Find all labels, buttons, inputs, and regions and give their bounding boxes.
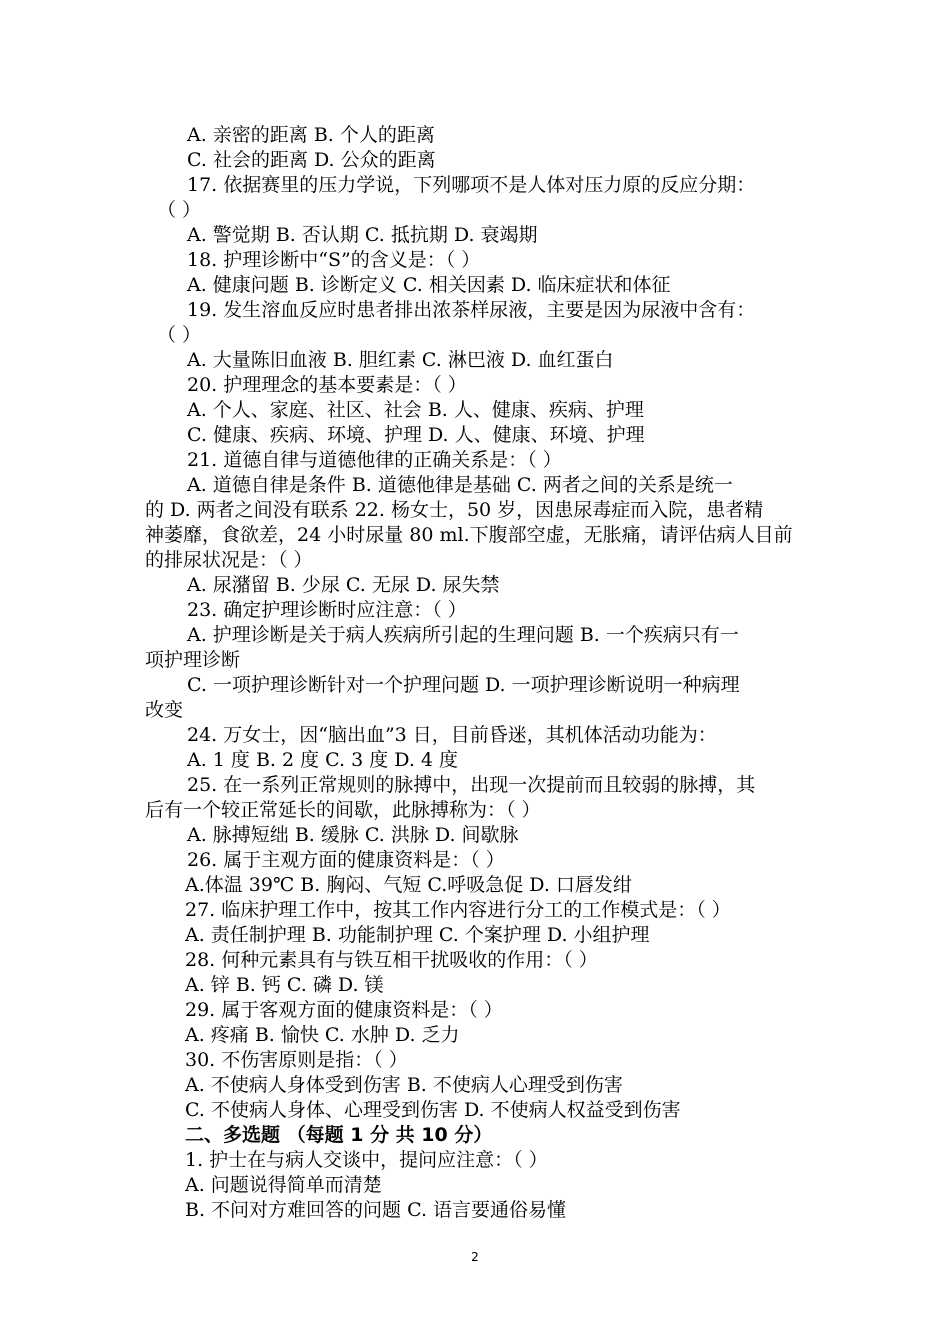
option-line: A. 大量陈旧血液 B. 胆红素 C. 淋巴液 D. 血红蛋白 (187, 349, 614, 371)
page-number: 2 (471, 1250, 479, 1264)
question-continuation: 后有一个较正常延长的间歇，此脉搏称为：（ ） (145, 799, 541, 821)
option-continuation: 项护理诊断 (145, 649, 241, 671)
question-line: 27. 临床护理工作中，按其工作内容进行分工的工作模式是：（ ） (185, 899, 731, 921)
question-line: 30. 不伤害原则是指：（ ） (185, 1049, 408, 1071)
question-continuation: （ ） (157, 324, 202, 346)
option-line: A. 疼痛 B. 愉快 C. 水肿 D. 乏力 (185, 1024, 460, 1046)
option-line: A. 问题说得简单而清楚 (185, 1174, 382, 1196)
option-line: A. 1 度 B. 2 度 C. 3 度 D. 4 度 (187, 749, 459, 771)
question-line: 19. 发生溶血反应时患者排出浓茶样尿液，主要是因为尿液中含有： (187, 299, 756, 321)
option-line: A.体温 39℃ B. 胸闷、气短 C.呼吸急促 D. 口唇发绀 (185, 874, 632, 896)
question-line: 25. 在一系列正常规则的脉搏中，出现一次提前而且较弱的脉搏，其 (187, 774, 756, 796)
option-line: A. 警觉期 B. 否认期 C. 抵抗期 D. 衰竭期 (187, 224, 538, 246)
question-line: 26. 属于主观方面的健康资料是：（ ） (187, 849, 505, 871)
question-line: 20. 护理理念的基本要素是：（ ） (187, 374, 467, 396)
page-content (145, 123, 807, 1223)
option-line: C. 一项护理诊断针对一个护理问题 D. 一项护理诊断说明一种病理 (187, 674, 740, 696)
question-continuation: （ ） (157, 199, 202, 221)
option-line: C. 健康、疾病、环境、护理 D. 人、健康、环境、护理 (187, 424, 645, 446)
option-line: A. 护理诊断是关于病人疾病所引起的生理问题 B. 一个疾病只有一 (187, 624, 739, 646)
question-line: 24. 万女士，因“脑出血”3 日，目前昏迷，其机体活动功能为： (187, 724, 717, 746)
question-line: 23. 确定护理诊断时应注意：（ ） (187, 599, 467, 621)
option-line: A. 个人、家庭、社区、社会 B. 人、健康、疾病、护理 (187, 399, 644, 421)
question-line: 18. 护理诊断中“S”的含义是：（ ） (187, 249, 481, 271)
option-line: A. 尿潴留 B. 少尿 C. 无尿 D. 尿失禁 (187, 574, 500, 596)
question-line: 29. 属于客观方面的健康资料是：（ ） (185, 999, 503, 1021)
question-continuation: 的排尿状况是：（ ） (145, 549, 313, 571)
option-continuation: 改变 (145, 699, 184, 721)
option-line: A. 健康问题 B. 诊断定义 C. 相关因素 D. 临床症状和体征 (187, 274, 671, 296)
option-continuation: 的 D. 两者之间没有联系 22. 杨女士，50 岁，因患尿毒症而入院，患者精 (145, 499, 764, 521)
option-line: A. 亲密的距离 B. 个人的距离 (187, 124, 435, 146)
question-continuation: 神萎靡，食欲差，24 小时尿量 80 ml.下腹部空虚，无胀痛，请评估病人目前 (145, 524, 793, 546)
question-line: 21. 道德自律与道德他律的正确关系是：（ ） (187, 449, 562, 471)
option-line: A. 道德自律是条件 B. 道德他律是基础 C. 两者之间的关系是统一 (187, 474, 733, 496)
option-line: A. 不使病人身体受到伤害 B. 不使病人心理受到伤害 (185, 1074, 623, 1096)
option-line: C. 不使病人身体、心理受到伤害 D. 不使病人权益受到伤害 (185, 1099, 681, 1121)
option-line: C. 社会的距离 D. 公众的距离 (187, 149, 436, 171)
question-line: 17. 依据赛里的压力学说，下列哪项不是人体对压力原的反应分期： (187, 174, 756, 196)
option-line: A. 脉搏短绌 B. 缓脉 C. 洪脉 D. 间歇脉 (187, 824, 519, 846)
section-heading: 二、多选题 （每题 1 分 共 10 分） (185, 1124, 493, 1146)
option-line: B. 不问对方难回答的问题 C. 语言要通俗易懂 (185, 1199, 567, 1221)
option-line: A. 锌 B. 钙 C. 磷 D. 镁 (185, 974, 384, 996)
question-line: 1. 护士在与病人交谈中，提问应注意：（ ） (185, 1149, 548, 1171)
option-line: A. 责任制护理 B. 功能制护理 C. 个案护理 D. 小组护理 (185, 924, 650, 946)
question-line: 28. 何种元素具有与铁互相干扰吸收的作用：（ ） (185, 949, 598, 971)
